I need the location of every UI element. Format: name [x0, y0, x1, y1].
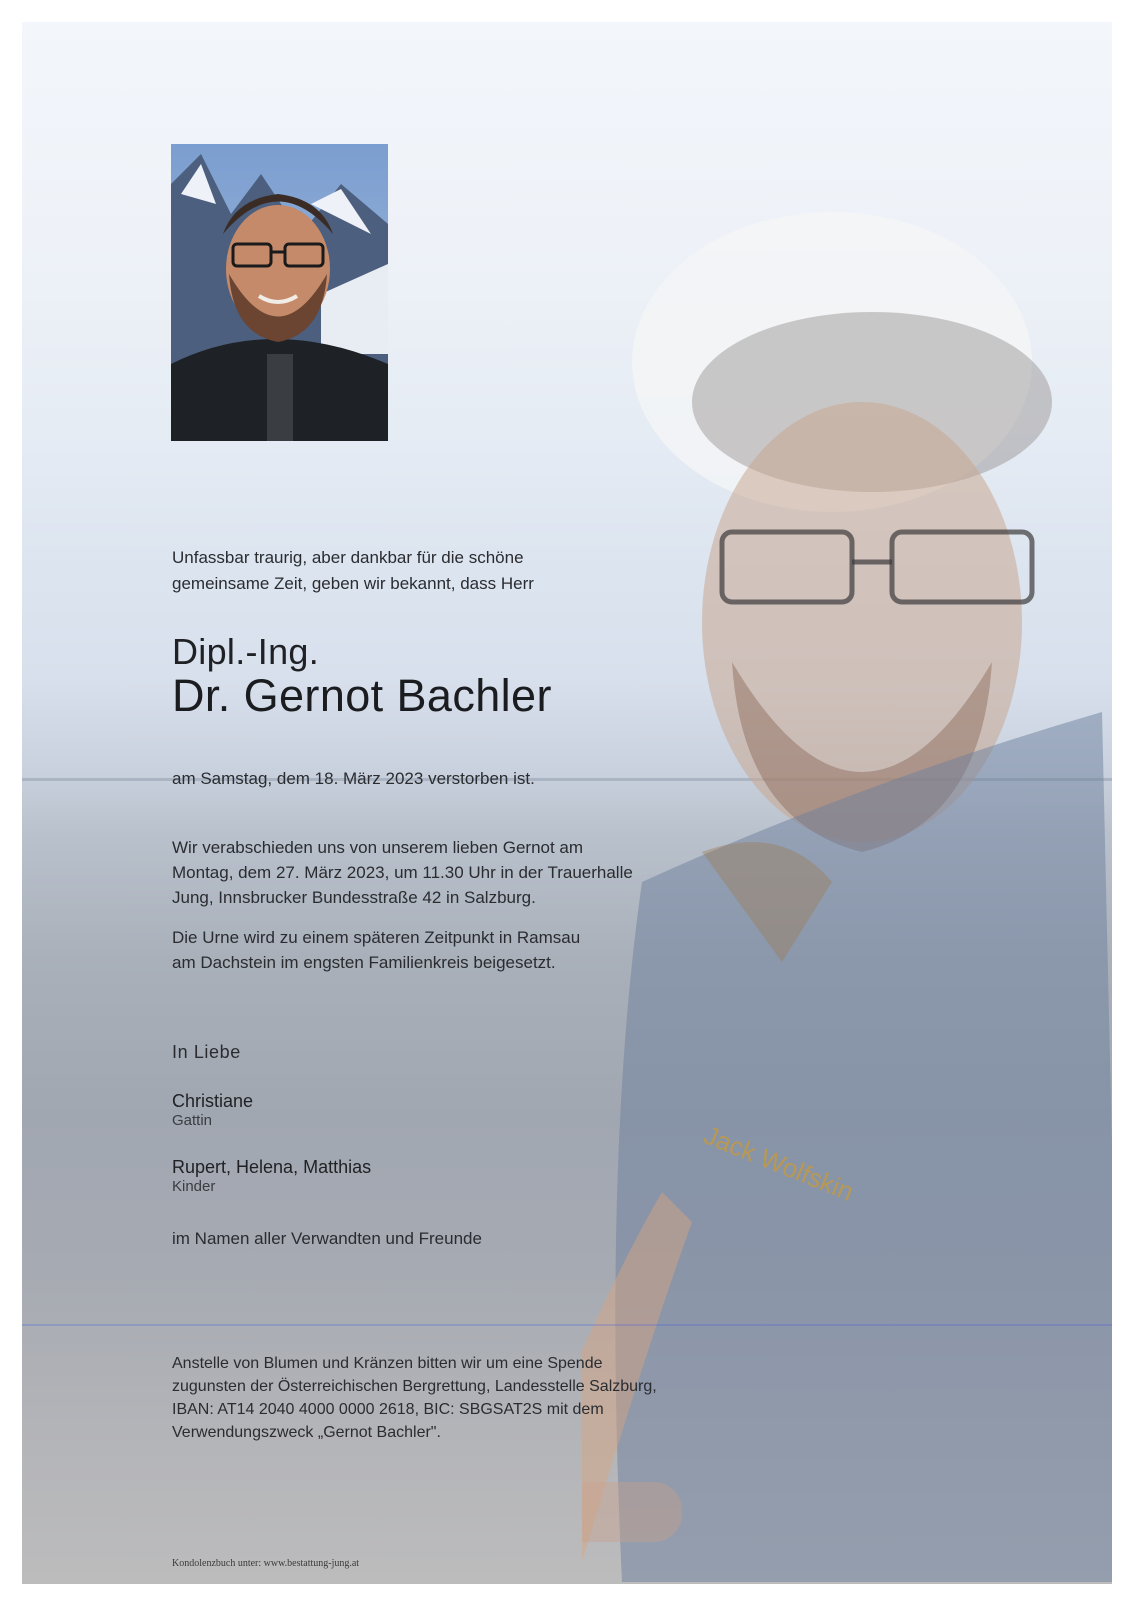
urn-line-1: Die Urne wird zu einem späteren Zeitpunkt in Ramsau — [172, 928, 581, 947]
death-date-line: am Samstag, dem 18. März 2023 verstorben ist. — [172, 769, 535, 788]
signoff: In Liebe — [172, 1042, 241, 1062]
background-portrait-image — [582, 62, 1112, 1582]
jacket-logo: Jack Wolfskin — [699, 1119, 858, 1207]
donation-line-1: Anstelle von Blumen und Kränzen bitten wir um eine Spende — [172, 1355, 603, 1372]
donation-line-4: Verwendungszweck „Gernot Bachler". — [172, 1424, 441, 1441]
scan-line — [22, 1324, 1112, 1326]
mourner-role: Gattin — [172, 1112, 213, 1129]
intro-line-1: Unfassbar traurig, aber dankbar für die schöne — [172, 548, 524, 567]
farewell-line-2: Montag, dem 27. März 2023, um 11.30 Uhr in der Trauerhalle — [172, 863, 633, 882]
intro-line-2: gemeinsame Zeit, geben wir bekannt, dass Herr — [172, 574, 534, 593]
mourner-name: Rupert, Helena, Matthias — [172, 1157, 372, 1177]
farewell-text — [172, 835, 633, 910]
deceased-name: Dr. Gernot Bachler — [172, 670, 552, 721]
mourner-entry — [172, 1157, 371, 1195]
donation-line-3: IBAN: AT14 2040 4000 0000 2618, BIC: SBGSAT2S mit dem — [172, 1401, 604, 1418]
obituary-sheet — [22, 22, 1112, 1584]
portrait-photo — [171, 144, 388, 441]
mourner-name: Christiane — [172, 1091, 254, 1111]
farewell-line-3: Jung, Innsbrucker Bundesstraße 42 in Salzburg. — [172, 888, 536, 907]
donation-line-2: zugunsten der Österreichischen Bergrettung, Landesstelle Salzburg, — [172, 1378, 657, 1395]
condolence-footer: Kondolenzbuch unter: www.bestattung-jung.at — [172, 1558, 360, 1569]
donation-text — [172, 1352, 657, 1444]
intro-text — [172, 545, 534, 597]
mourner-entry — [172, 1091, 253, 1129]
farewell-line-1: Wir verabschieden uns von unserem lieben Gernot am — [172, 838, 584, 857]
closing-line: im Namen aller Verwandten und Freunde — [172, 1229, 482, 1248]
academic-title: Dipl.-Ing. — [172, 631, 320, 672]
mourner-role: Kinder — [172, 1178, 216, 1195]
urn-line-2: am Dachstein im engsten Familienkreis beigesetzt. — [172, 953, 556, 972]
urn-text — [172, 925, 580, 975]
